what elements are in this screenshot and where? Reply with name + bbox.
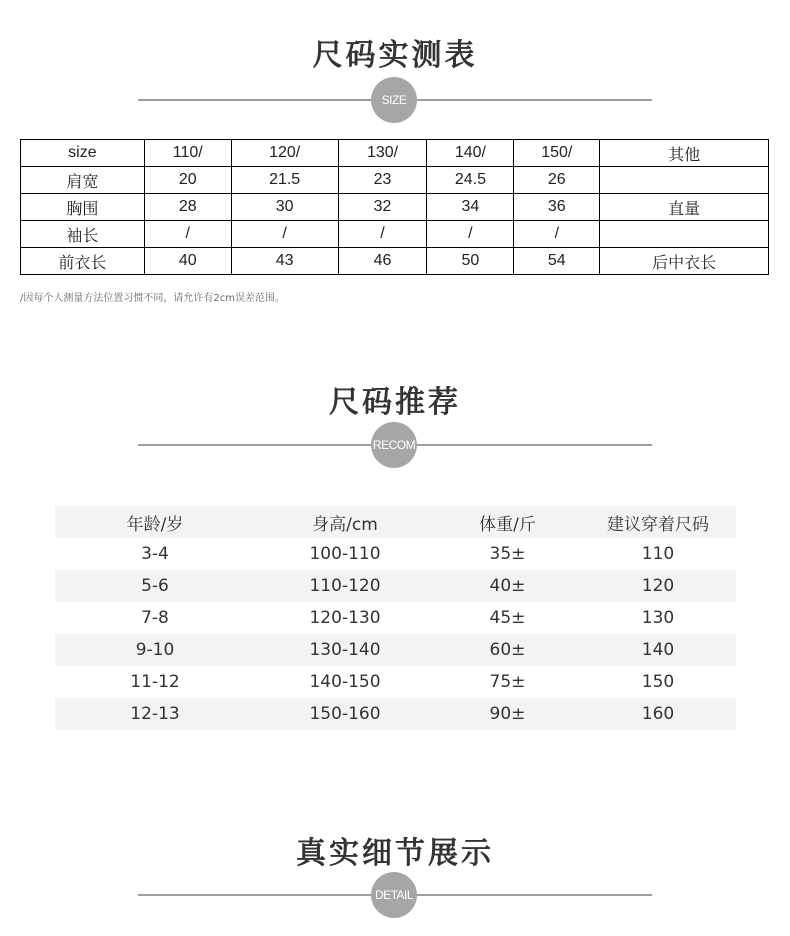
recom-table-row <box>55 570 736 602</box>
recom-cell: 130-140 <box>255 634 435 666</box>
recom-cell: 120-130 <box>309 608 381 628</box>
size-cell <box>600 167 769 194</box>
size-cell: 32 <box>338 194 427 221</box>
recom-header-cell: 身高/cm <box>255 506 435 538</box>
recom-table-row <box>55 634 736 666</box>
size-measurement-table <box>20 139 769 275</box>
size-cell: 后中衣长 <box>600 248 769 275</box>
detail-badge: DETAIL <box>371 872 417 918</box>
size-cell: / <box>427 221 514 248</box>
size-header-cell: 其他 <box>600 140 769 167</box>
recom-table-row <box>55 538 736 570</box>
recom-header-cell: 建议穿着尺码 <box>580 506 736 538</box>
recom-cell: 140-150 <box>309 672 381 692</box>
size-row-label: 胸围 <box>21 194 145 221</box>
size-header-cell: size <box>21 140 145 167</box>
recom-cell: 130 <box>641 608 675 628</box>
size-cell: 54 <box>514 248 600 275</box>
recom-header-cell: 体重/斤 <box>435 506 580 538</box>
size-header-cell: 140/ <box>427 140 514 167</box>
size-cell: / <box>231 221 338 248</box>
size-cell: 50 <box>427 248 514 275</box>
size-cell: 30 <box>231 194 338 221</box>
size-header-cell: 120/ <box>231 140 338 167</box>
recom-cell: 100-110 <box>309 544 381 564</box>
recom-header-cell: 年龄/岁 <box>55 506 255 538</box>
recom-cell: 150-160 <box>255 698 435 730</box>
recom-cell: 40± <box>435 570 580 602</box>
recom-cell: 60± <box>435 634 580 666</box>
size-table-row <box>21 248 769 275</box>
recom-cell: 90± <box>435 698 580 730</box>
recom-cell: 12-13 <box>55 698 255 730</box>
recom-cell: 45± <box>489 608 526 628</box>
size-row-label: 前衣长 <box>21 248 145 275</box>
recom-cell: 110 <box>641 544 675 564</box>
size-cell: 24.5 <box>427 167 514 194</box>
size-cell: 34 <box>427 194 514 221</box>
size-header-cell: 130/ <box>338 140 427 167</box>
size-cell: 36 <box>514 194 600 221</box>
size-row-label: 袖长 <box>21 221 145 248</box>
size-table-row <box>21 221 769 248</box>
recom-cell: 120 <box>580 570 736 602</box>
size-cell: 直量 <box>600 194 769 221</box>
size-table-row <box>21 167 769 194</box>
recom-cell: 9-10 <box>55 634 255 666</box>
size-table-header-row <box>21 140 769 167</box>
recom-cell: 3-4 <box>141 544 169 564</box>
recom-table-header-row <box>55 506 736 538</box>
size-badge: SIZE <box>371 77 417 123</box>
recom-cell: 7-8 <box>141 608 169 628</box>
size-header-cell: 150/ <box>514 140 600 167</box>
size-row-label: 肩宽 <box>21 167 145 194</box>
size-cell: / <box>338 221 427 248</box>
size-cell: 43 <box>231 248 338 275</box>
size-table-row <box>21 194 769 221</box>
size-cell: / <box>144 221 231 248</box>
recom-cell: 110-120 <box>255 570 435 602</box>
size-cell: 21.5 <box>231 167 338 194</box>
size-header-cell: 110/ <box>144 140 231 167</box>
recom-table-row <box>55 698 736 730</box>
recom-cell: 140 <box>580 634 736 666</box>
recom-table-row <box>55 602 736 634</box>
size-recommendation-table <box>55 506 736 730</box>
measurement-note: /因每个人测量方法位置习惯不同，请允许有2cm误差范围。 <box>20 293 285 304</box>
detail-section-title: 真实细节展示 <box>296 836 494 871</box>
recom-badge: RECOM <box>371 422 417 468</box>
size-cell: / <box>514 221 600 248</box>
recom-section-title: 尺码推荐 <box>329 385 461 420</box>
size-cell: 23 <box>338 167 427 194</box>
recom-cell: 150 <box>641 672 675 692</box>
size-cell: 26 <box>514 167 600 194</box>
recom-cell: 75± <box>489 672 526 692</box>
recom-cell: 35± <box>489 544 526 564</box>
size-section-title: 尺码实测表 <box>312 38 478 73</box>
size-cell: 40 <box>144 248 231 275</box>
recom-cell: 5-6 <box>55 570 255 602</box>
size-cell <box>600 221 769 248</box>
recom-cell: 160 <box>580 698 736 730</box>
size-cell: 20 <box>144 167 231 194</box>
size-cell: 28 <box>144 194 231 221</box>
recom-cell: 11-12 <box>130 672 180 692</box>
size-cell: 46 <box>338 248 427 275</box>
recom-table-row <box>55 666 736 698</box>
